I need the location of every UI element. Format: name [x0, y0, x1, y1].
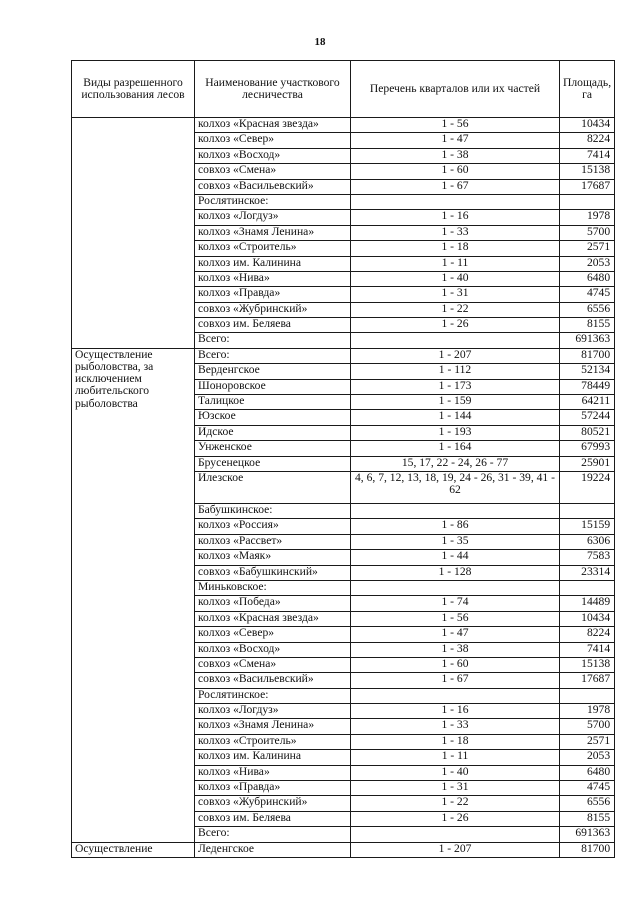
forestry-name-cell: колхоз «Красная звезда»: [195, 611, 351, 626]
header-kind: Виды разрешенного использования лесов: [72, 61, 195, 118]
forestry-name-cell: колхоз «Победа»: [195, 596, 351, 611]
table-body: [72, 118, 615, 858]
area-cell: 17687: [560, 179, 615, 194]
usage-kind-cell: [72, 118, 195, 349]
forestry-name-cell: совхоз «Васильевский»: [195, 179, 351, 194]
forestry-name-cell: колхоз «Рассвет»: [195, 534, 351, 549]
forestry-name-cell: колхоз «Логдуз»: [195, 704, 351, 719]
forestry-name-cell: Верденгское: [195, 364, 351, 379]
quarters-cell: 1 - 22: [351, 302, 560, 317]
quarters-cell: 1 - 40: [351, 765, 560, 780]
area-cell: 6556: [560, 796, 615, 811]
area-cell: 6480: [560, 271, 615, 286]
area-cell: 691363: [560, 827, 615, 842]
forestry-name-cell: колхоз «Нива»: [195, 765, 351, 780]
quarters-cell: 1 - 86: [351, 519, 560, 534]
forestry-name-cell: Бабушкинское:: [195, 503, 351, 518]
area-cell: [560, 194, 615, 209]
forestry-name-cell: совхоз «Смена»: [195, 657, 351, 672]
area-cell: 8155: [560, 318, 615, 333]
area-cell: 2571: [560, 734, 615, 749]
quarters-cell: 1 - 31: [351, 287, 560, 302]
quarters-cell: 1 - 47: [351, 627, 560, 642]
forestry-name-cell: совхоз «Бабушкинский»: [195, 565, 351, 580]
forestry-name-cell: колхоз «Россия»: [195, 519, 351, 534]
forestry-name-cell: колхоз «Правда»: [195, 287, 351, 302]
table-header-row: [72, 61, 615, 118]
forestry-name-cell: совхоз «Смена»: [195, 164, 351, 179]
area-cell: 15159: [560, 519, 615, 534]
area-cell: 14489: [560, 596, 615, 611]
forestry-name-cell: Леденгское: [195, 842, 351, 857]
area-cell: 15138: [560, 657, 615, 672]
forestry-name-cell: колхоз «Строитель»: [195, 241, 351, 256]
header-forestry-name: Наименование участкового лесничества: [195, 61, 351, 118]
area-cell: 4745: [560, 287, 615, 302]
area-cell: 8224: [560, 133, 615, 148]
area-cell: 691363: [560, 333, 615, 348]
forestry-name-cell: совхоз им. Беляева: [195, 811, 351, 826]
quarters-cell: 1 - 207: [351, 842, 560, 857]
area-cell: 81700: [560, 842, 615, 857]
forestry-name-cell: Рослятинское:: [195, 688, 351, 703]
area-cell: 2571: [560, 241, 615, 256]
forestry-name-cell: колхоз им. Калинина: [195, 750, 351, 765]
quarters-cell: 1 - 44: [351, 550, 560, 565]
page-number: 18: [314, 36, 326, 48]
table-row: [72, 348, 615, 363]
area-cell: 17687: [560, 673, 615, 688]
forestry-name-cell: Илезское: [195, 471, 351, 503]
forestry-name-cell: Всего:: [195, 348, 351, 363]
quarters-cell: 1 - 159: [351, 395, 560, 410]
quarters-cell: 1 - 173: [351, 379, 560, 394]
quarters-cell: 1 - 16: [351, 704, 560, 719]
usage-kind-cell: Осуществление: [72, 842, 195, 857]
quarters-cell: [351, 503, 560, 518]
area-cell: 15138: [560, 164, 615, 179]
area-cell: [560, 503, 615, 518]
area-cell: 8155: [560, 811, 615, 826]
forestry-name-cell: колхоз «Нива»: [195, 271, 351, 286]
forestry-name-cell: колхоз «Правда»: [195, 781, 351, 796]
area-cell: 19224: [560, 471, 615, 503]
quarters-cell: 1 - 56: [351, 118, 560, 133]
area-cell: 1978: [560, 704, 615, 719]
area-cell: [560, 688, 615, 703]
forestry-name-cell: совхоз им. Беляева: [195, 318, 351, 333]
forestry-name-cell: колхоз «Строитель»: [195, 734, 351, 749]
forestry-name-cell: колхоз «Север»: [195, 627, 351, 642]
forestry-name-cell: Всего:: [195, 827, 351, 842]
quarters-cell: 1 - 11: [351, 750, 560, 765]
area-cell: 6556: [560, 302, 615, 317]
forestry-name-cell: колхоз «Логдуз»: [195, 210, 351, 225]
quarters-cell: 1 - 67: [351, 673, 560, 688]
usage-kind-cell: Осуществление рыболовства, за исключением любительского рыболовства: [72, 348, 195, 842]
forestry-name-cell: колхоз «Восход»: [195, 148, 351, 163]
area-cell: 1978: [560, 210, 615, 225]
forestry-name-cell: колхоз «Маяк»: [195, 550, 351, 565]
area-cell: 80521: [560, 425, 615, 440]
quarters-cell: 1 - 207: [351, 348, 560, 363]
area-cell: 78449: [560, 379, 615, 394]
forestry-name-cell: колхоз им. Калинина: [195, 256, 351, 271]
forestry-name-cell: колхоз «Север»: [195, 133, 351, 148]
quarters-cell: 1 - 128: [351, 565, 560, 580]
area-cell: 6480: [560, 765, 615, 780]
area-cell: 2053: [560, 256, 615, 271]
quarters-cell: 1 - 56: [351, 611, 560, 626]
table-row: [72, 842, 615, 857]
area-cell: 7414: [560, 148, 615, 163]
area-cell: 10434: [560, 118, 615, 133]
area-cell: 7414: [560, 642, 615, 657]
quarters-cell: 1 - 60: [351, 657, 560, 672]
quarters-cell: [351, 580, 560, 595]
forestry-name-cell: Всего:: [195, 333, 351, 348]
quarters-cell: [351, 827, 560, 842]
area-cell: [560, 580, 615, 595]
area-cell: 6306: [560, 534, 615, 549]
quarters-cell: [351, 333, 560, 348]
forestry-name-cell: Шоноровское: [195, 379, 351, 394]
quarters-cell: [351, 194, 560, 209]
forestry-name-cell: Унженское: [195, 441, 351, 456]
quarters-cell: 1 - 35: [351, 534, 560, 549]
quarters-cell: 1 - 60: [351, 164, 560, 179]
quarters-cell: 1 - 47: [351, 133, 560, 148]
quarters-cell: 1 - 33: [351, 225, 560, 240]
area-cell: 64211: [560, 395, 615, 410]
quarters-cell: 1 - 40: [351, 271, 560, 286]
area-cell: 57244: [560, 410, 615, 425]
forestry-name-cell: Миньковское:: [195, 580, 351, 595]
quarters-cell: 1 - 74: [351, 596, 560, 611]
area-cell: 25901: [560, 456, 615, 471]
quarters-cell: [351, 688, 560, 703]
forestry-name-cell: колхоз «Восход»: [195, 642, 351, 657]
area-cell: 2053: [560, 750, 615, 765]
quarters-cell: 1 - 67: [351, 179, 560, 194]
quarters-cell: 1 - 193: [351, 425, 560, 440]
area-cell: 5700: [560, 719, 615, 734]
area-cell: 4745: [560, 781, 615, 796]
forestry-name-cell: колхоз «Знамя Ленина»: [195, 719, 351, 734]
header-area: Площадь, га: [560, 61, 615, 118]
quarters-cell: 4, 6, 7, 12, 13, 18, 19, 24 - 26, 31 - 39, 41 - 62: [351, 471, 560, 503]
quarters-cell: 1 - 26: [351, 318, 560, 333]
quarters-cell: 1 - 11: [351, 256, 560, 271]
area-cell: 8224: [560, 627, 615, 642]
area-cell: 67993: [560, 441, 615, 456]
forestry-name-cell: Брусенецкое: [195, 456, 351, 471]
quarters-cell: 1 - 38: [351, 642, 560, 657]
quarters-cell: 1 - 16: [351, 210, 560, 225]
forest-quarters-table: [71, 60, 615, 858]
quarters-cell: 1 - 144: [351, 410, 560, 425]
forestry-name-cell: совхоз «Васильевский»: [195, 673, 351, 688]
area-cell: 52134: [560, 364, 615, 379]
quarters-cell: 1 - 22: [351, 796, 560, 811]
quarters-cell: 1 - 18: [351, 734, 560, 749]
quarters-cell: 1 - 38: [351, 148, 560, 163]
forestry-name-cell: колхоз «Знамя Ленина»: [195, 225, 351, 240]
forestry-name-cell: Идское: [195, 425, 351, 440]
quarters-cell: 1 - 33: [351, 719, 560, 734]
area-cell: 81700: [560, 348, 615, 363]
table-row: [72, 118, 615, 133]
quarters-cell: 15, 17, 22 - 24, 26 - 77: [351, 456, 560, 471]
area-cell: 10434: [560, 611, 615, 626]
area-cell: 23314: [560, 565, 615, 580]
quarters-cell: 1 - 31: [351, 781, 560, 796]
quarters-cell: 1 - 164: [351, 441, 560, 456]
forestry-name-cell: совхоз «Жубринский»: [195, 302, 351, 317]
header-quarters: Перечень кварталов или их частей: [351, 61, 560, 118]
forestry-name-cell: Талицкое: [195, 395, 351, 410]
quarters-cell: 1 - 112: [351, 364, 560, 379]
area-cell: 7583: [560, 550, 615, 565]
forestry-name-cell: Юзское: [195, 410, 351, 425]
area-cell: 5700: [560, 225, 615, 240]
forestry-name-cell: колхоз «Красная звезда»: [195, 118, 351, 133]
quarters-cell: 1 - 26: [351, 811, 560, 826]
forestry-name-cell: совхоз «Жубринский»: [195, 796, 351, 811]
quarters-cell: 1 - 18: [351, 241, 560, 256]
forestry-name-cell: Рослятинское:: [195, 194, 351, 209]
